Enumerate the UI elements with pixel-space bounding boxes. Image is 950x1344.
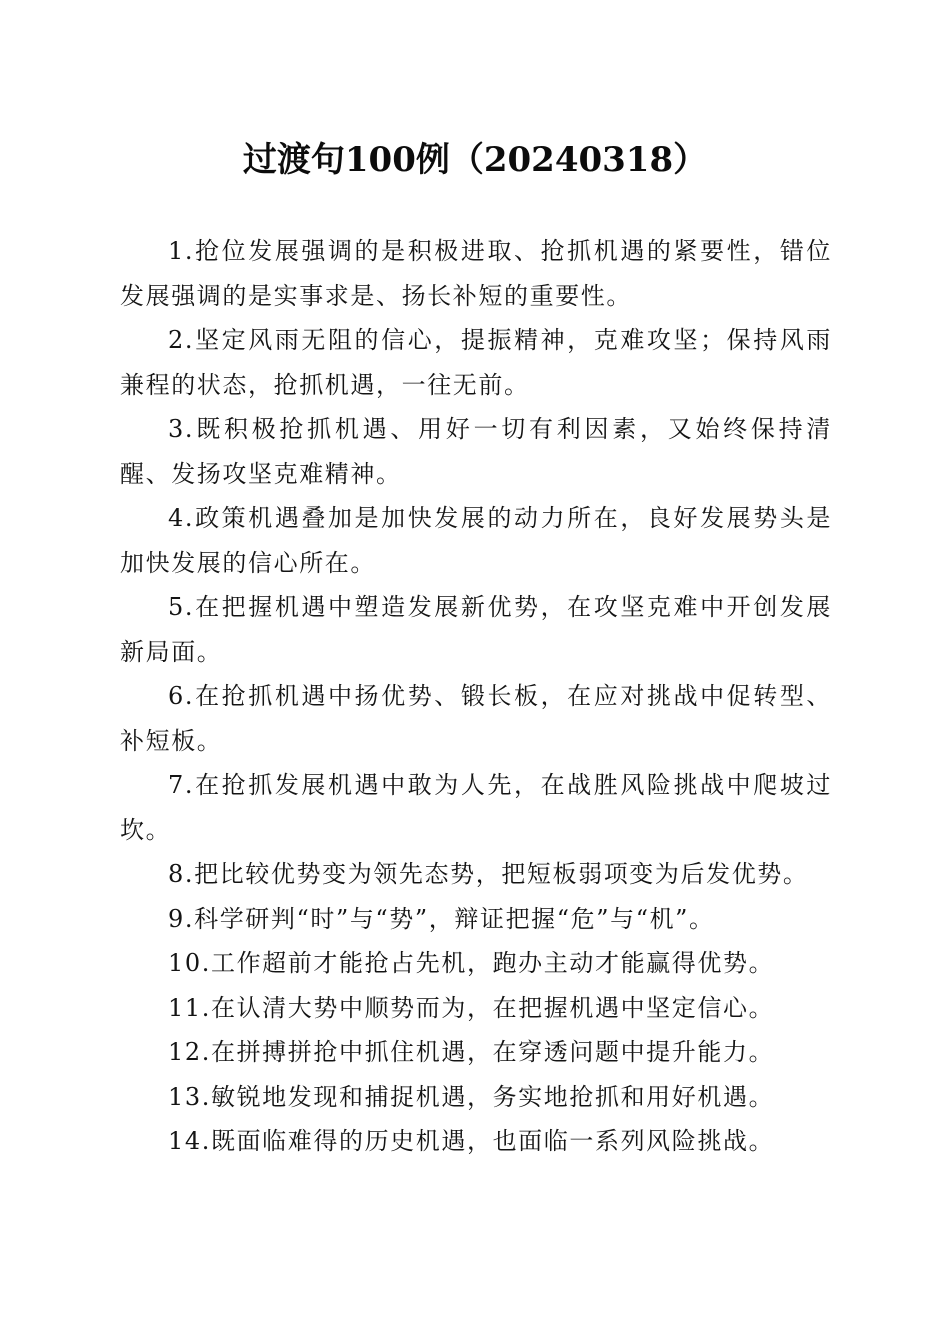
sentence-item-12: 12.在拼搏拼抢中抓住机遇，在穿透问题中提升能力。 — [168, 1038, 775, 1066]
sentence-item-14: 14.既面临难得的历史机遇，也面临一系列风险挑战。 — [168, 1127, 775, 1155]
sentence-list — [120, 229, 832, 1164]
sentence-item-5: 5.在把握机遇中塑造发展新优势，在攻坚克难中开创发展新局面。 — [120, 593, 832, 666]
sentence-item-7: 7.在抢抓发展机遇中敢为人先，在战胜风险挑战中爬坡过坎。 — [120, 771, 832, 844]
sentence-item-10: 10.工作超前才能抢占先机，跑办主动才能赢得优势。 — [168, 949, 775, 977]
sentence-item-4: 4.政策机遇叠加是加快发展的动力所在，良好发展势头是加快发展的信心所在。 — [120, 504, 832, 577]
sentence-item-2: 2.坚定风雨无阻的信心，提振精神，克难攻坚；保持风雨兼程的状态，抢抓机遇，一往无前。 — [120, 326, 832, 399]
sentence-item-3: 3.既积极抢抓机遇、用好一切有利因素，又始终保持清醒、发扬攻坚克难精神。 — [120, 415, 832, 488]
sentence-item-9: 9.科学研判“时”与“势”，辩证把握“危”与“机”。 — [168, 904, 715, 933]
sentence-item-13: 13.敏锐地发现和捕捉机遇，务实地抢抓和用好机遇。 — [168, 1082, 775, 1111]
document-title: 过渡句100例（20240318） — [242, 140, 708, 180]
sentence-item-8: 8.把比较优势变为领先态势，把短板弱项变为后发优势。 — [168, 860, 809, 888]
sentence-item-1: 1.抢位发展强调的是积极进取、抢抓机遇的紧要性，错位发展强调的是实事求是、扬长补短的重要性。 — [120, 237, 832, 310]
sentence-item-6: 6.在抢抓机遇中扬优势、锻长板，在应对挑战中促转型、补短板。 — [120, 682, 832, 755]
sentence-item-11: 11.在认清大势中顺势而为，在把握机遇中坚定信心。 — [168, 993, 775, 1022]
